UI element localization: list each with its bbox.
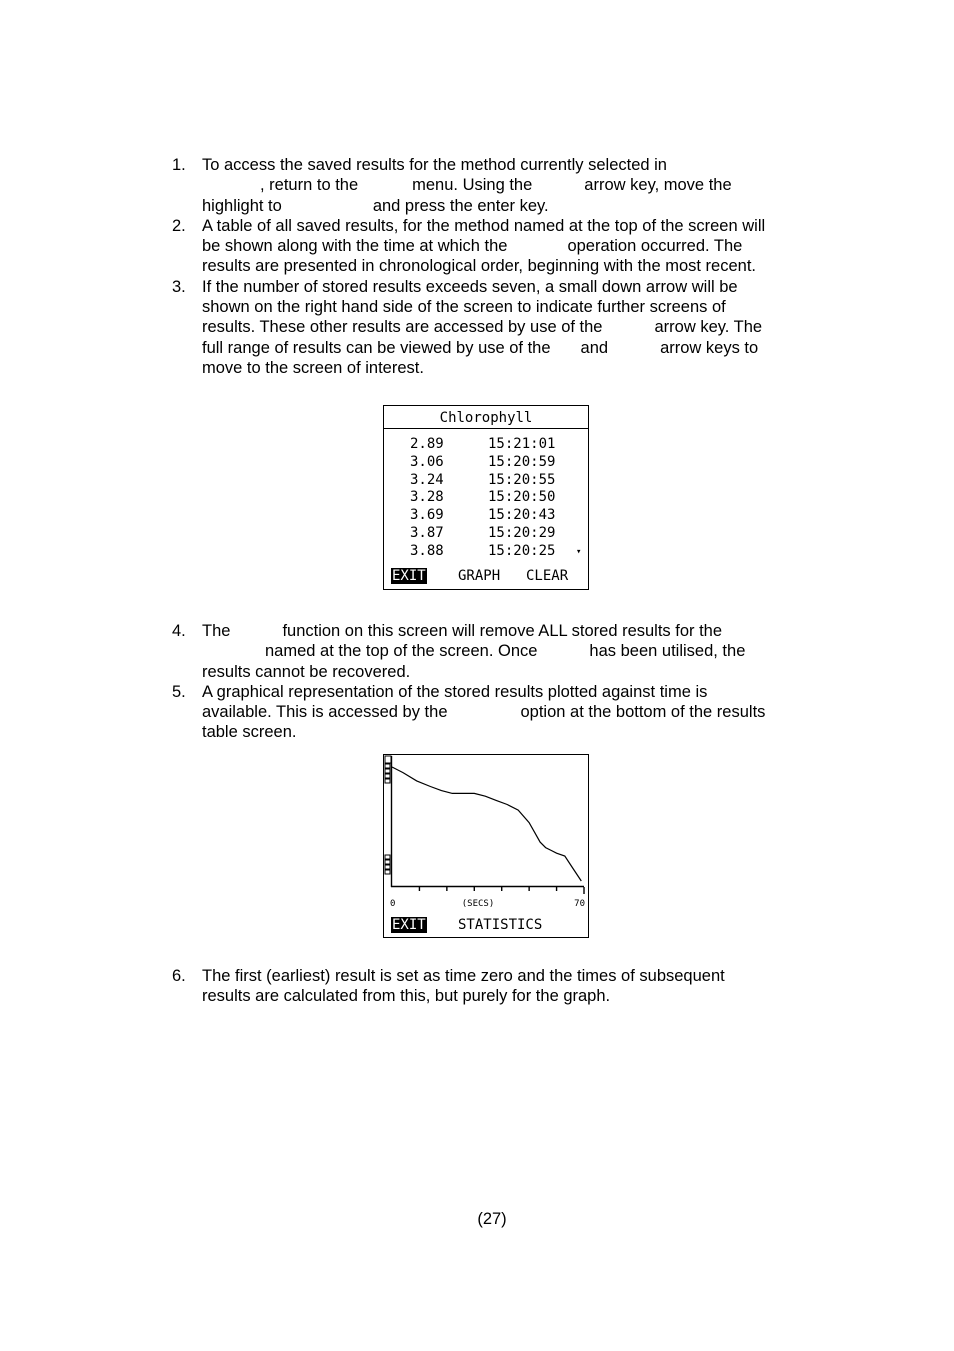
softkey-bar [390, 568, 582, 584]
instructions-list-c [0, 966, 954, 1007]
result-row: 3.06 15:20:59 [410, 454, 556, 470]
statistics-softkey[interactable]: STATISTICS [458, 917, 543, 933]
series-line [392, 767, 581, 881]
item-number: 5. [172, 682, 186, 701]
instructions-list-a [0, 155, 954, 378]
instruction-item [0, 966, 812, 1007]
clear-softkey[interactable]: CLEAR [526, 568, 569, 584]
result-row: 3.87 15:20:29 [410, 525, 556, 541]
text-line: A graphical representation of the stored results plotted against time is [202, 682, 708, 701]
text-line: results are calculated from this, but purely for the graph. [202, 987, 611, 1006]
y-axis-scale-markers [385, 756, 391, 874]
down-arrow-icon: ▾ [576, 547, 582, 557]
result-row: 3.28 15:20:50 [410, 489, 556, 505]
text-line: A table of all saved results, for the method named at the top of the screen will [202, 216, 766, 235]
x-max-label: 70 [574, 899, 585, 909]
instruction-item [0, 277, 812, 378]
item-number: 3. [172, 277, 186, 296]
text-line: To access the saved results for the method currently selected in [202, 156, 667, 174]
text-line: available. This is accessed by the option at the bottom of the results [202, 703, 766, 722]
item-number: 6. [172, 967, 186, 985]
method-title: Chlorophyll [384, 406, 588, 429]
page-number: (27) [477, 1210, 507, 1228]
instructions-list-b [0, 621, 954, 743]
results-screen [383, 405, 589, 590]
instruction-item [0, 216, 812, 277]
x-unit-label: (SECS) [461, 899, 495, 909]
results-graph [384, 755, 588, 937]
text-line: The first (earliest) result is set as time zero and the times of subsequent [202, 967, 725, 985]
x-min-label: 0 [390, 899, 396, 909]
text-line: move to the screen of interest. [202, 358, 424, 377]
instruction-item [0, 621, 812, 682]
result-row: 3.24 15:20:55 [410, 472, 556, 488]
text-line: be shown along with the time at which the operation occurred. The [202, 237, 743, 256]
graph-screen [383, 754, 589, 938]
text-line: results cannot be recovered. [202, 662, 411, 681]
x-axis-ticks [419, 887, 584, 894]
text-line: The function on this screen will remove ALL stored results for the [202, 622, 723, 640]
text-line: highlight to and press the enter key. [202, 196, 549, 215]
softkey-bar [390, 917, 582, 933]
item-number: 1. [172, 156, 186, 174]
exit-softkey[interactable]: EXIT [392, 917, 426, 933]
text-line: results. These other results are accessed by use of the arrow key. The [202, 318, 763, 337]
instruction-item [0, 155, 812, 216]
text-line: If the number of stored results exceeds seven, a small down arrow will be [202, 277, 738, 296]
item-number: 2. [172, 216, 186, 235]
result-row: 2.89 15:21:01 [410, 436, 556, 452]
result-row: 3.69 15:20:43 [410, 507, 556, 523]
graph-softkey[interactable]: GRAPH [458, 568, 501, 584]
text-line: table screen. [202, 723, 297, 742]
result-row: 3.88 15:20:25 ▾ [410, 543, 582, 559]
item-number: 4. [172, 622, 186, 640]
text-line: shown on the right hand side of the screen to indicate further screens of [202, 298, 726, 317]
text-line: full range of results can be viewed by use of the and arrow keys to [202, 338, 759, 357]
exit-softkey[interactable]: EXIT [392, 568, 426, 584]
instruction-item [0, 682, 812, 743]
text-line: , return to the menu. Using the arrow key, move the [260, 176, 732, 195]
text-line: named at the top of the screen. Once has been utilised, the [265, 642, 746, 661]
text-line: results are presented in chronological order, beginning with the most recent. [202, 257, 756, 276]
